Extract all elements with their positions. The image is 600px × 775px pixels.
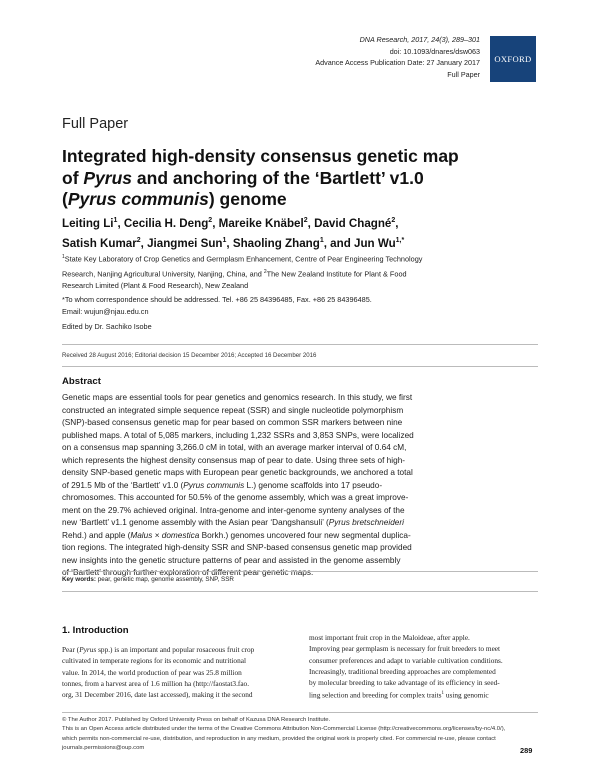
body-line: Pear (Pyrus spp.) is an important and popular rosaceous fruit crop [62, 645, 255, 654]
citation-marker[interactable]: 1 [441, 691, 445, 697]
abstract-line: new insights into the genetic structure patterns of pear and assisted in the genome assembly [62, 555, 401, 565]
title-line3-italic: Pyrus communis [67, 189, 209, 209]
author[interactable]: David Chagné$^2$ [314, 216, 396, 230]
page-number: 289 [520, 746, 533, 755]
title-line3-post: ) genome [208, 189, 287, 209]
author[interactable]: Leiting Li$^1$ [62, 216, 118, 230]
advance-access-date: Advance Access Publication Date: 27 January 2017 [315, 58, 480, 67]
intro-column-left [62, 644, 298, 700]
affiliation-text: Research Limited (Plant & Food Research), New Zealand [62, 281, 249, 291]
correspondence-contact: *To whom correspondence should be addressed. Tel. +86 25 84396485, Fax. +86 25 84396485. [62, 295, 372, 304]
introduction-heading: 1. Introduction [62, 625, 129, 636]
body-line: cultivated in temperate regions for its economic and nutritional [62, 656, 246, 666]
footer-line: This is an Open Access article distributed under the terms of the Creative Commons Attribution Non-Commercial License (http://creativecommons.org/licenses/by-nc/4.0/), [62, 726, 506, 733]
body-line: org, 31 December 2016, date last accessed), making it the second [62, 690, 253, 700]
divider [62, 366, 538, 367]
abstract-line: (SNP)-based consensus genetic map for pear based on common SSR markers between nine [62, 418, 403, 427]
abstract-line: which represents the highest density consensus map of pear to date. Using three sets of high- [62, 455, 406, 465]
affiliation-text: State Key Laboratory of Crop Genetics and Germplasm Enhancement, Centre of Pear Engineering Technology [64, 254, 423, 264]
abstract-line: tion regions. The integrated high-density SSR and SNP-based consensus genetic map provided [62, 543, 412, 552]
header-meta [160, 34, 480, 80]
title-line1: Integrated high-density consensus genetic map [62, 146, 459, 166]
intro-column-right [309, 632, 538, 701]
body-line: Increasingly, traditional breeding approaches are complemented [309, 666, 496, 676]
oxford-logo-text: OXFORD [494, 54, 532, 64]
affiliation-text: The New Zealand Institute for Plant & Food [266, 269, 407, 279]
divider [62, 571, 538, 572]
license-footer [62, 716, 538, 754]
divider [62, 591, 538, 592]
body-line: by molecular breeding to take advantage of its efficiency in seed- [309, 678, 500, 688]
divider [62, 712, 538, 713]
affiliation-marker: 2 [263, 268, 267, 275]
affiliation-text: Research, Nanjing Agricultural University, Nanjing, China, and [62, 269, 264, 279]
author[interactable]: Jiangmei Sun$^1$ [147, 236, 227, 250]
paper-title [62, 146, 482, 211]
abstract-line: ment on the 29.7% achieved original. Intra-genome and inter-genome synteny analyses of the [62, 505, 405, 515]
body-line: value. In 2014, the world production of pear was 25.8 million [62, 667, 242, 677]
abstract-line: density SNP-based genetic maps with European pear genetic backgrounds, we anchored a total [62, 468, 413, 477]
affiliations [62, 251, 502, 292]
title-line3-open: ( [62, 189, 68, 209]
correspondence-email[interactable]: Email: wujun@njau.edu.cn [62, 307, 149, 317]
body-line: Improving pear germplasm is necessary for fruit breeders to meet [309, 644, 501, 654]
author[interactable]: Jun $Wu^{1,*}$ [354, 236, 405, 250]
author[interactable]: Mareike Knäbel$^2$ [218, 216, 308, 230]
abstract-line: of ‘Bartlett’ through further exploration of different pear genetic maps. [62, 568, 314, 577]
edited-by: Edited by Dr. Sachiko Isobe [62, 322, 152, 331]
abstract-line: Genetic maps are essential tools for pear genetics and genomics research. In this study, we first [62, 393, 413, 402]
abstract-line: on a consensus map spanning 3,266.0 cM in total, with an average marker interval of 0.64 cM, [62, 443, 407, 452]
abstract-heading: Abstract [62, 376, 101, 387]
keywords-text: pear, genetic map, genome assembly, SNP, SSR [95, 576, 234, 583]
title-line2-italic: Pyrus [83, 167, 133, 188]
divider [62, 344, 538, 345]
abstract-line: constructed an integrated simple sequence repeat (SSR) and single nucleotide polymorphism [62, 405, 404, 415]
doi[interactable]: doi: 10.1093/dnares/dsw063 [389, 46, 480, 56]
abstract-line: Rehd.) and apple (Malus × domestica Borkh.) genomes uncovered four new segmental duplica- [62, 530, 411, 540]
abstract-line: chromosomes. This accounted for 50.5% of the genome assembly, which was a great improve- [62, 493, 409, 502]
author[interactable]: Satish Kumar$^2$ [62, 236, 141, 250]
received-dates: Received 28 August 2016; Editorial decision 15 December 2016; Accepted 16 December 2016 [62, 352, 317, 359]
title-line2-pre: of [62, 167, 84, 188]
header-paper-type: Full Paper [447, 69, 480, 79]
body-line: ling selection and breeding for complex traits$^1$ using genomic [309, 690, 489, 700]
article-type: Full Paper [62, 116, 129, 132]
correspondence [62, 294, 502, 318]
body-line: consumer preferences and adapt to variable cultivation conditions. [309, 655, 503, 665]
footer-line: © The Author 2017. Published by Oxford University Press on behalf of Kazusa DNA Research Institute. [62, 717, 331, 723]
author[interactable]: Cecilia H. Deng$^2$ [123, 216, 213, 230]
keywords [62, 576, 234, 583]
abstract-line: new ‘Bartlett’ v1.1 genome assembly with the Asian pear ‘Dangshansuli’ (Pyrus bretschneideri [62, 518, 404, 527]
abstract-body [62, 392, 538, 580]
journal-citation: DNA Research, 2017, 24(3), 289–301 [359, 35, 480, 44]
author-list: Leiting Li$^1$, Cecilia H. Deng$^2$, Mareike Knäbel$^2$, David Chagné$^2$, Satish Kumar$^2$, Jiangmei Sun$^1$, Shaoling Zhang$^1$, and Jun $Wu^{1,*}$ [62, 216, 405, 250]
body-line: most important fruit crop in the Maloideae, after apple. [309, 633, 470, 642]
body-line: tonnes, from a harvest area of 1.6 million ha (http://faostat3.fao. [62, 678, 250, 688]
oxford-logo [490, 36, 536, 82]
keywords-label: Key words: [62, 576, 96, 583]
affiliation-marker: 1 [62, 254, 65, 260]
footer-email[interactable]: journals.permissions@oup.com [62, 745, 145, 752]
footer-line: which permits non-commercial re-use, distribution, and reproduction in any medium, provided the original work is properly cited. For commercial re-use, please contact [62, 735, 496, 742]
abstract-line: published maps. A total of 5,085 markers, including 1,232 SSRs and 3,853 SNPs, were localized [62, 430, 414, 440]
abstract-line: of 291.5 Mb of the ‘Bartlett’ v1.0 (Pyrus communis L.) genome scaffolds into 17 pseudo- [62, 480, 383, 490]
title-line2-post: and anchoring of the ‘Bartlett’ v1.0 [132, 167, 424, 188]
author[interactable]: Shaoling Zhang$^1$ [232, 236, 324, 250]
